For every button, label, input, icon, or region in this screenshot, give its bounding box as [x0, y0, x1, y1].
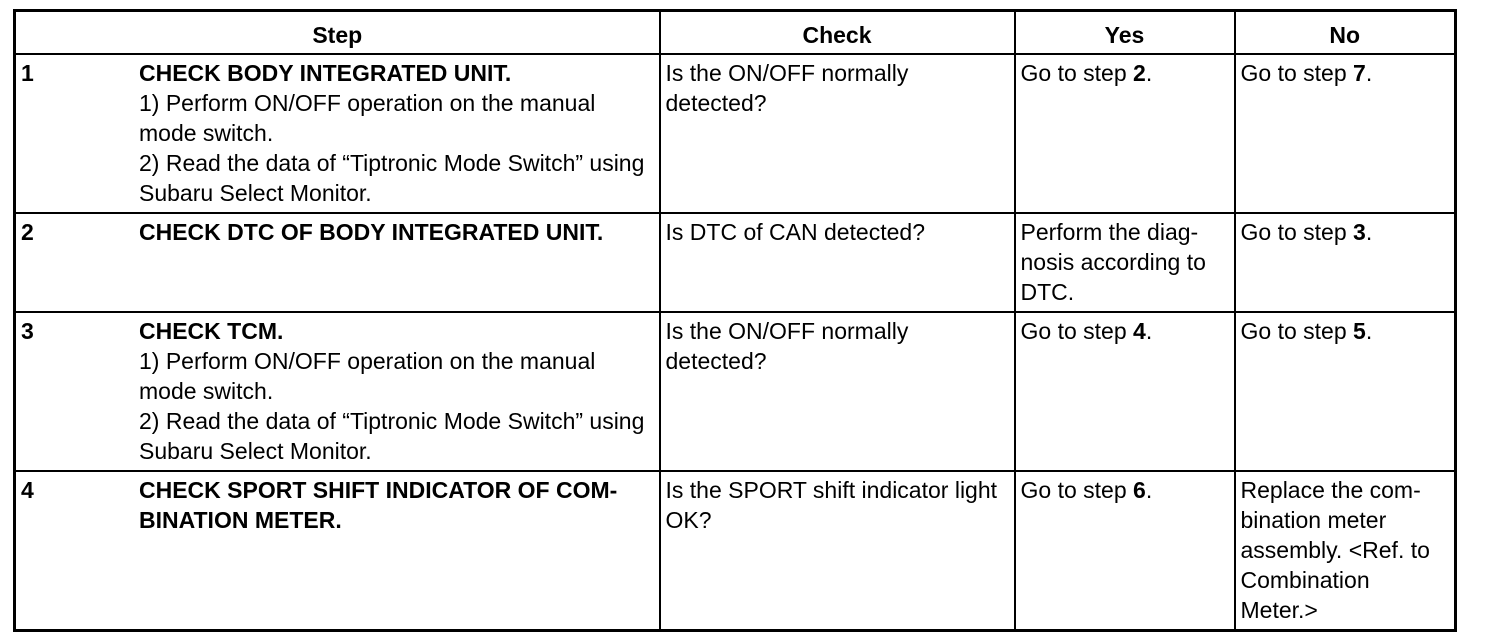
step-body — [139, 58, 653, 208]
diagnosis-table-container — [13, 9, 1454, 623]
step-instruction: 2) Read the data of “Tiptronic Mode Switch” using Subaru Select Monitor. — [139, 408, 645, 464]
table-row — [15, 213, 1456, 312]
yes-cell — [1015, 54, 1235, 213]
table-row — [15, 54, 1456, 213]
no-step-ref: 3 — [1353, 219, 1366, 245]
yes-suffix: . — [1145, 318, 1153, 344]
yes-text: Perform the diag-nosis according to DTC. — [1020, 219, 1206, 305]
yes-cell — [1015, 213, 1235, 312]
yes-suffix: . — [1145, 477, 1153, 503]
step-instruction: 1) Perform ON/OFF operation on the manual mode switch. — [139, 348, 596, 404]
step-instruction: 2) Read the data of “Tiptronic Mode Switch” using Subaru Select Monitor. — [139, 150, 645, 206]
header-row — [15, 11, 1456, 55]
no-step-ref: 7 — [1353, 60, 1366, 86]
step-body — [139, 217, 653, 247]
yes-cell — [1015, 471, 1235, 631]
check-cell: Is the SPORT shift indicator light OK? — [660, 471, 1015, 631]
yes-step-ref: 4 — [1133, 318, 1146, 344]
check-cell: Is DTC of CAN detected? — [660, 213, 1015, 312]
yes-text: Go to step — [1020, 318, 1134, 344]
step-body — [139, 475, 653, 535]
header-no: No — [1235, 11, 1456, 55]
step-number: 3 — [21, 318, 34, 344]
no-text: Go to step — [1240, 219, 1354, 245]
no-step-ref: 5 — [1353, 318, 1366, 344]
no-text: Go to step — [1240, 318, 1354, 344]
diagnosis-table — [13, 9, 1457, 632]
yes-step-ref: 6 — [1133, 477, 1146, 503]
no-cell — [1235, 213, 1456, 312]
yes-suffix: . — [1145, 60, 1153, 86]
yes-step-ref: 2 — [1133, 60, 1146, 86]
header-yes: Yes — [1015, 11, 1235, 55]
step-cell — [15, 213, 660, 312]
step-title: CHECK SPORT SHIFT INDICATOR OF COM-BINATION METER. — [139, 477, 618, 533]
no-cell — [1235, 54, 1456, 213]
yes-text: Go to step — [1020, 477, 1134, 503]
table-row — [15, 471, 1456, 631]
no-cell — [1235, 471, 1456, 631]
check-cell: Is the ON/OFF normally detected? — [660, 312, 1015, 471]
step-cell — [15, 312, 660, 471]
step-number: 1 — [21, 60, 34, 86]
step-body — [139, 316, 653, 466]
no-text: Go to step — [1240, 60, 1354, 86]
yes-cell — [1015, 312, 1235, 471]
no-suffix: . — [1365, 60, 1373, 86]
header-step: Step — [15, 11, 660, 55]
no-cell — [1235, 312, 1456, 471]
no-suffix: . — [1365, 318, 1373, 344]
header-check: Check — [660, 11, 1015, 55]
no-text: Replace the com-bination meter assembly. <Ref. to Combination Meter.> — [1240, 477, 1430, 623]
step-cell — [15, 471, 660, 631]
step-instruction: 1) Perform ON/OFF operation on the manual mode switch. — [139, 90, 596, 146]
step-number: 2 — [21, 219, 34, 245]
check-cell: Is the ON/OFF normally detected? — [660, 54, 1015, 213]
step-title: CHECK TCM. — [139, 318, 284, 344]
yes-text: Go to step — [1020, 60, 1134, 86]
table-row — [15, 312, 1456, 471]
no-suffix: . — [1365, 219, 1373, 245]
step-number: 4 — [21, 477, 34, 503]
step-title: CHECK BODY INTEGRATED UNIT. — [139, 60, 512, 86]
step-title: CHECK DTC OF BODY INTEGRATED UNIT. — [139, 219, 604, 245]
step-cell — [15, 54, 660, 213]
